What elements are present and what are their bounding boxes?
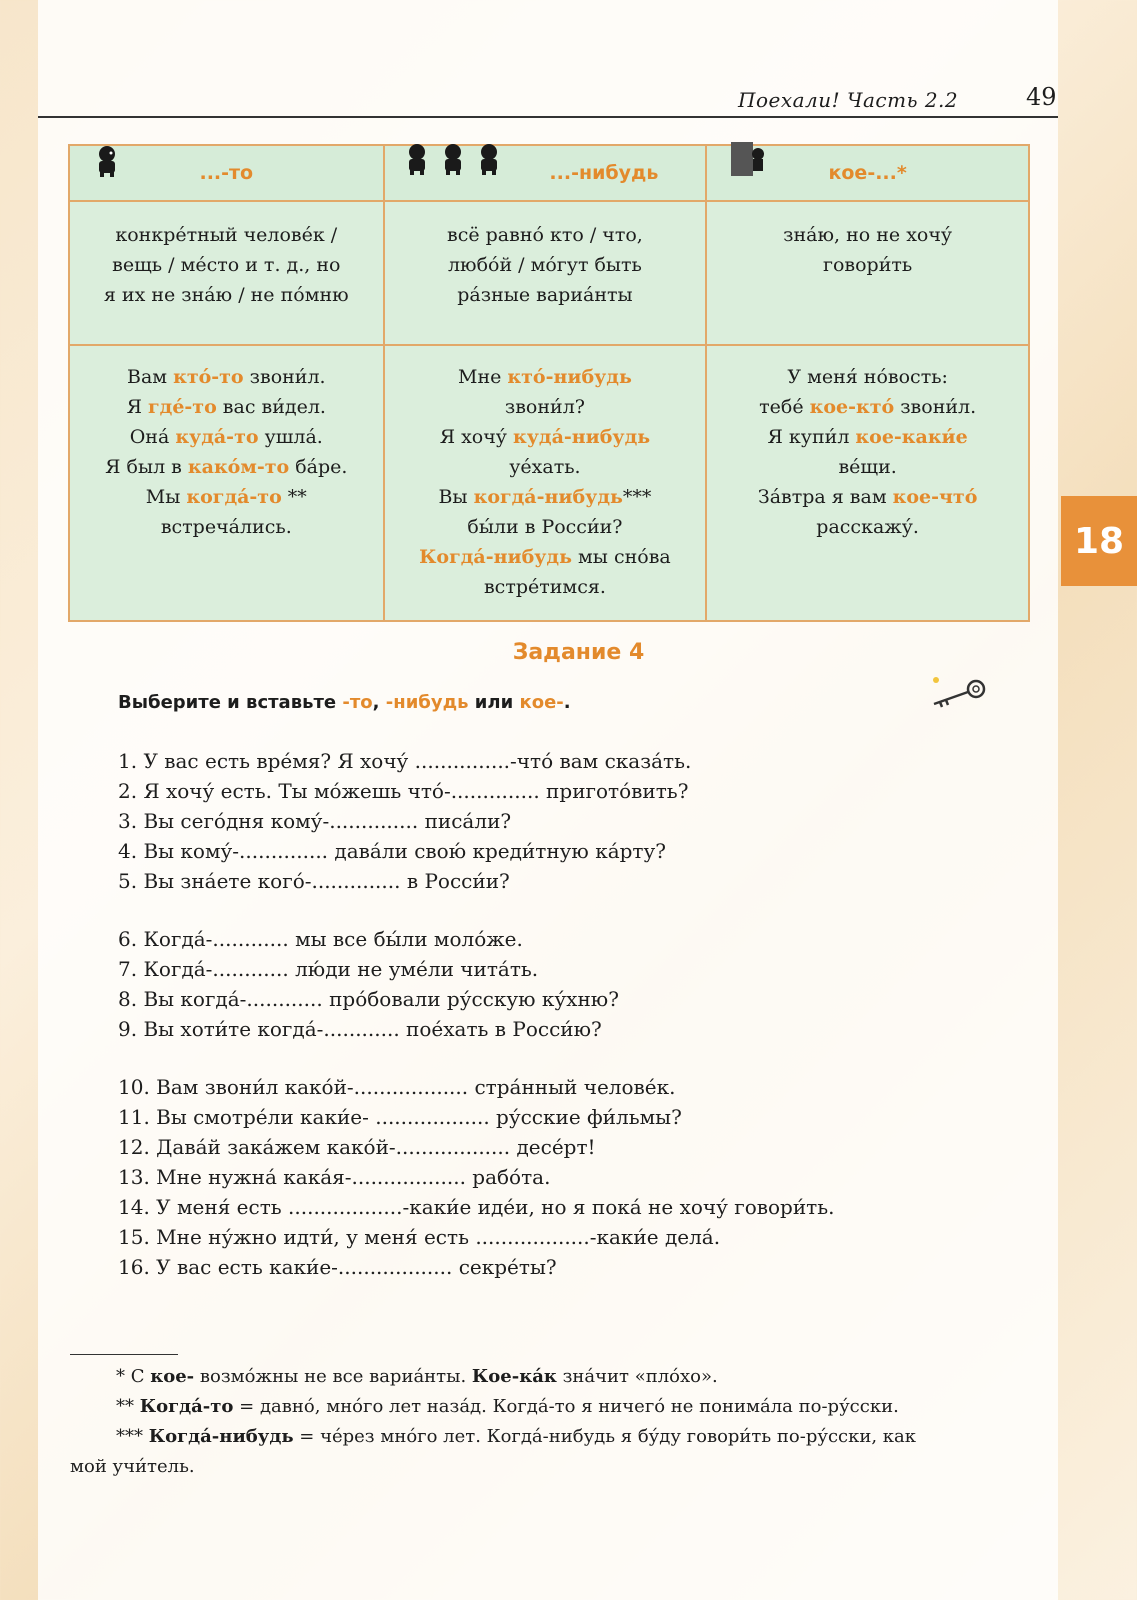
exercise-group (118, 924, 835, 1044)
grammar-table-header-row (69, 145, 1029, 201)
exercise-item: 3. Вы сего́дня кому́-.............. писа́ли? (118, 809, 512, 833)
description-line: зна́ю, но не хочу́ (783, 224, 953, 246)
highlighted-pronoun: Когда́-нибудь (419, 546, 572, 568)
example-text: встреча́лись. (160, 516, 292, 538)
description-cell-koe (706, 201, 1029, 345)
highlighted-pronoun: когда́-то (186, 486, 282, 508)
example-text: звони́л. (894, 396, 977, 418)
example-text: Вы (438, 486, 474, 508)
exercise-item: 10. Вам звони́л како́й-.................. стра́нный челове́к. (118, 1075, 676, 1099)
example-line (70, 512, 383, 542)
example-line (385, 422, 706, 452)
example-text: ве́щи. (838, 456, 897, 478)
example-text: У меня́ но́вость: (787, 366, 948, 388)
highlighted-pronoun: кое-каки́е (855, 426, 968, 448)
example-line (70, 482, 383, 512)
example-text: ушла́. (258, 426, 323, 448)
chapter-tab: 18 (1061, 496, 1137, 586)
example-text: ** (281, 486, 307, 508)
header-cell-to (69, 145, 384, 201)
exercise-item: 11. Вы смотре́ли каки́е- .................. ру́сские фи́льмы? (118, 1105, 682, 1129)
header-suffix-koe: кое-...* (828, 162, 907, 184)
example-cell-to (69, 345, 384, 621)
highlighted-pronoun: како́м-то (187, 456, 290, 478)
footnote-3: *** Когда́-нибудь = че́рез мно́го лет. Когда́-нибудь я бу́ду говори́ть по-ру́сски, как (116, 1426, 917, 1447)
task-title: Задание 4 (512, 640, 645, 665)
task-instruction (118, 692, 571, 713)
exercise-item: 7. Когда́-............ лю́ди не уме́ли чита́ть. (118, 957, 539, 981)
description-cell-to (69, 201, 384, 345)
highlighted-pronoun: где́-то (148, 396, 217, 418)
exercise-group (118, 746, 835, 896)
example-line (707, 362, 1028, 392)
footnote-1: * С кое- возмо́жны не все вариа́нты. Кое-ка́к зна́чит «пло́хо». (116, 1366, 718, 1387)
grammar-table-description-row (69, 201, 1029, 345)
example-text: Я был в (105, 456, 188, 478)
exercise-item: 13. Мне нужна́ кака́я-.................. рабо́та. (118, 1165, 551, 1189)
example-line (707, 512, 1028, 542)
description-line: любо́й / мо́гут быть (447, 254, 642, 276)
exercise-item: 9. Вы хоти́те когда́-............ пое́хать в Росси́ю? (118, 1017, 602, 1041)
example-text: Я (126, 396, 149, 418)
exercise-item: 8. Вы когда́-............ про́бовали ру́сскую ку́хню? (118, 987, 619, 1011)
exercise-item: 1. У вас есть вре́мя? Я хочу́ ...............-что́ вам сказа́ть. (118, 749, 692, 773)
highlighted-pronoun: кто́-то (173, 366, 244, 388)
example-text: звони́л? (504, 396, 585, 418)
example-line (385, 362, 706, 392)
description-line: всё равно́ кто / что, (447, 224, 643, 246)
footnote-2: ** Когда́-то = давно́, мно́го лет наза́д. Когда́-то я ничего́ не понима́ла по-ру́сски. (116, 1396, 899, 1417)
description-line: я их не зна́ю / не по́мню (103, 284, 349, 306)
footnote-3-continued: мой учи́тель. (70, 1456, 195, 1477)
example-text: расскажу́. (816, 516, 919, 538)
header-cell-nibud (384, 145, 707, 201)
footnote-rule (70, 1354, 178, 1355)
instruction-suffix-to: -то (342, 692, 373, 713)
example-line (707, 392, 1028, 422)
exercise-item: 5. Вы зна́ете кого́-.............. в Росси́и? (118, 869, 510, 893)
example-line (70, 452, 383, 482)
highlighted-pronoun: куда́-то (175, 426, 259, 448)
description-cell-nibud (384, 201, 707, 345)
example-line (385, 392, 706, 422)
highlighted-pronoun: кое-кто́ (809, 396, 895, 418)
header-cell-koe (706, 145, 1029, 201)
exercise-item: 15. Мне ну́жно идти́, у меня́ есть ..................-каки́е дела́. (118, 1225, 721, 1249)
description-line: говори́ть (823, 254, 913, 276)
example-line (385, 452, 706, 482)
example-text: вас ви́дел. (216, 396, 326, 418)
example-text: встре́тимся. (483, 576, 606, 598)
example-line (385, 512, 706, 542)
instruction-prefix-koe: кое- (519, 692, 564, 713)
grammar-table (68, 144, 1030, 622)
page-number: 49 (1026, 83, 1057, 111)
running-header-title: Поехали! Часть 2.2 (738, 88, 959, 112)
example-text: Мне (458, 366, 508, 388)
exercise-item: 2. Я хочу́ есть. Ты мо́жешь что́-.............. пригото́вить? (118, 779, 689, 803)
exercise-list (118, 746, 835, 1310)
three-people-icon (401, 142, 511, 185)
example-cell-nibud (384, 345, 707, 621)
instruction-end: . (563, 692, 571, 713)
exercise-group (118, 1072, 835, 1282)
description-line: вещь / ме́сто и т. д., но (112, 254, 341, 276)
exercise-item: 16. У вас есть каки́е-.................. секре́ты? (118, 1255, 557, 1279)
example-text: Она́ (129, 426, 176, 448)
highlighted-pronoun: кое-что́ (892, 486, 978, 508)
example-line (385, 572, 706, 602)
example-text: бы́ли в Росси́и? (467, 516, 623, 538)
example-text: ба́ре. (289, 456, 348, 478)
instruction-sep: или (468, 692, 520, 713)
header-suffix-nibud: ...-нибудь (549, 162, 659, 184)
example-line (70, 392, 383, 422)
header-suffix-to: ...-то (199, 162, 254, 184)
example-text: звони́л. (243, 366, 326, 388)
example-line (385, 542, 706, 572)
example-text: Вам (126, 366, 174, 388)
example-text: мы сно́ва (571, 546, 671, 568)
exercise-item: 14. У меня́ есть ..................-каки́е иде́и, но я пока́ не хочу́ говори́ть. (118, 1195, 835, 1219)
example-text: *** (622, 486, 652, 508)
person-behind-door-icon (729, 140, 769, 187)
footnotes (70, 1362, 1040, 1482)
highlighted-pronoun: куда́-нибудь (513, 426, 651, 448)
example-text: Я купи́л (767, 426, 856, 448)
example-text: тебе́ (759, 396, 810, 418)
highlighted-pronoun: когда́-нибудь (473, 486, 623, 508)
example-line (385, 482, 706, 512)
key-icon (930, 676, 990, 716)
instruction-sep: , (372, 692, 386, 713)
example-cell-koe (706, 345, 1029, 621)
example-line (70, 422, 383, 452)
example-line (707, 482, 1028, 512)
example-text: Мы (145, 486, 187, 508)
description-line: конкре́тный челове́к / (115, 224, 338, 246)
highlighted-pronoun: кто́-нибудь (507, 366, 632, 388)
example-line (707, 452, 1028, 482)
exercise-item: 12. Дава́й зака́жем како́й-.................. десе́рт! (118, 1135, 596, 1159)
single-person-icon (90, 144, 124, 187)
example-text: уе́хать. (509, 456, 581, 478)
header-rule (38, 116, 1058, 118)
exercise-item: 4. Вы кому́-.............. дава́ли свою́ креди́тную ка́рту? (118, 839, 666, 863)
exercise-item: 6. Когда́-............ мы все бы́ли моло́же. (118, 927, 523, 951)
example-line (707, 422, 1028, 452)
example-text: За́втра я вам (757, 486, 893, 508)
example-text: Я хочу́ (439, 426, 514, 448)
example-line (70, 362, 383, 392)
grammar-table-example-row (69, 345, 1029, 621)
description-line: ра́зные вариа́нты (457, 284, 633, 306)
instruction-text: Выберите и вставьте (118, 692, 343, 713)
instruction-suffix-nibud: -нибудь (385, 692, 469, 713)
